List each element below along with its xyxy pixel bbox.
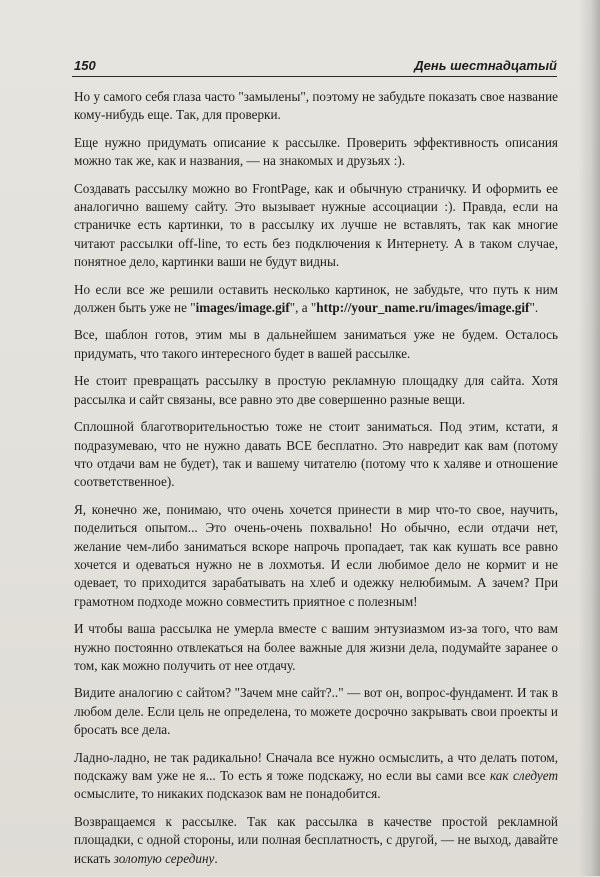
paragraph-1: Но у самого себя глаза часто "замылены", поэтому не забудьте показать свое название кому-нибудь еще. Так, для проверки. [74,89,558,123]
paragraph-11 [74,749,558,804]
paragraph-4 [74,281,558,318]
page-edge-shadow [578,0,600,876]
paragraph-4-start: Но если все же решили оставить несколько картинок, не забудьте, что путь к ним должен быть уже не " [74,281,558,316]
emphasis-kak-sleduet: как следует [489,768,558,783]
paragraph-12-start: Возвращаемся к рассылке. Так как рассылка в качестве простой рекламной площадки, с одной стороны, или полная бесплатность, с другой, — не выход, давайте искать [74,813,558,866]
paragraph-3: Создавать рассылку можно во FrontPage, как и обычную страничку. И оформить ее аналогично вашему сайту. Это вызывает нужные ассоциации :). Правда, если на страничке есть картинки, то в рассылку их лучше не вставлять, так как многие читают рассылки off-line, то есть без подключения к Интернету. А в таком случае, понятное дело, картинки ваши не будут видны. [74,180,558,270]
paragraph-6: Не стоит превращать рассылку в простую рекламную площадку для сайта. Хотя рассылка и сайт связаны, все равно это две совершенно разные вещи. [74,373,558,407]
page-number: 150 [74,58,96,73]
paragraph-8: Я, конечно же, понимаю, что очень хочется принести в мир что-то свое, научить, поделиться опытом... Это очень-очень похвально! Но обычно, если отдачи нет, желание чем-либо заниматься вскоре напрочь пропадает, так как кушать все равно хочется и одеваться нужно не в лохмотья. И если любимое дело не кормит и не одевает, то приходится зарабатывать на хлеб и одежку нелюбимым. А зачем? При грамотном подходе можно совместить приятное с полезным! [74,501,558,609]
emphasis-zolotaya-seredina: золотую середину [113,850,215,866]
chapter-title: День шестнадцатый [414,58,557,73]
paragraph-4-end: ". [529,300,539,316]
paragraph-7: Сплошной благотворительностью тоже не стоит заниматься. Под этим, кстати, я подразумеваю, что не нужно давать ВСЕ бесплатно. Это навредит как вам (потому что отдачи вам не будет), так и вашему читателю (потому что к халяве и отношение соответственное). [74,419,558,490]
paragraph-11-start: Ладно-ладно, не так радикально! Сначала все нужно осмыслить, а что делать потом, подскажу вам уже не я... То есть я тоже подскажу, но если вы сами все [74,749,558,783]
paragraph-11-end: осмыслите, то никаких подсказок вам не понадобится. [74,786,381,802]
paragraph-4-mid: ", а " [289,300,317,316]
paragraph-12-end: . [214,850,218,866]
paragraph-10: Видите аналогию с сайтом? "Зачем мне сайт?.." — вот он, вопрос-фундамент. И так в любом деле. Если цель не определена, то можете досрочно закрывать свои проекты и бросать все дела. [74,685,558,738]
page-header [72,52,557,77]
paragraph-5: Все, шаблон готов, этим мы в дальнейшем заниматься уже не будем. Осталось придумать, что такого интересного будет в вашей рассылке. [74,327,558,361]
image-path-absolute: http://your_name.ru/images/image.gif [316,300,530,316]
body-text [74,88,558,877]
paragraph-2: Еще нужно придумать описание к рассылке. Проверить эффективность описания можно так же, как и названия, — на знакомых и друзьях :). [74,134,558,169]
paragraph-12 [74,813,558,868]
paragraph-9: И чтобы ваша рассылка не умерла вместе с вашим энтузиазмом из-за того, что вам нужно постоянно отвлекаться на более важные для жизни дела, подумайте заранее о том, как можно получить от нее отдачу. [74,621,558,673]
image-path-relative: images/image.gif [195,300,290,316]
